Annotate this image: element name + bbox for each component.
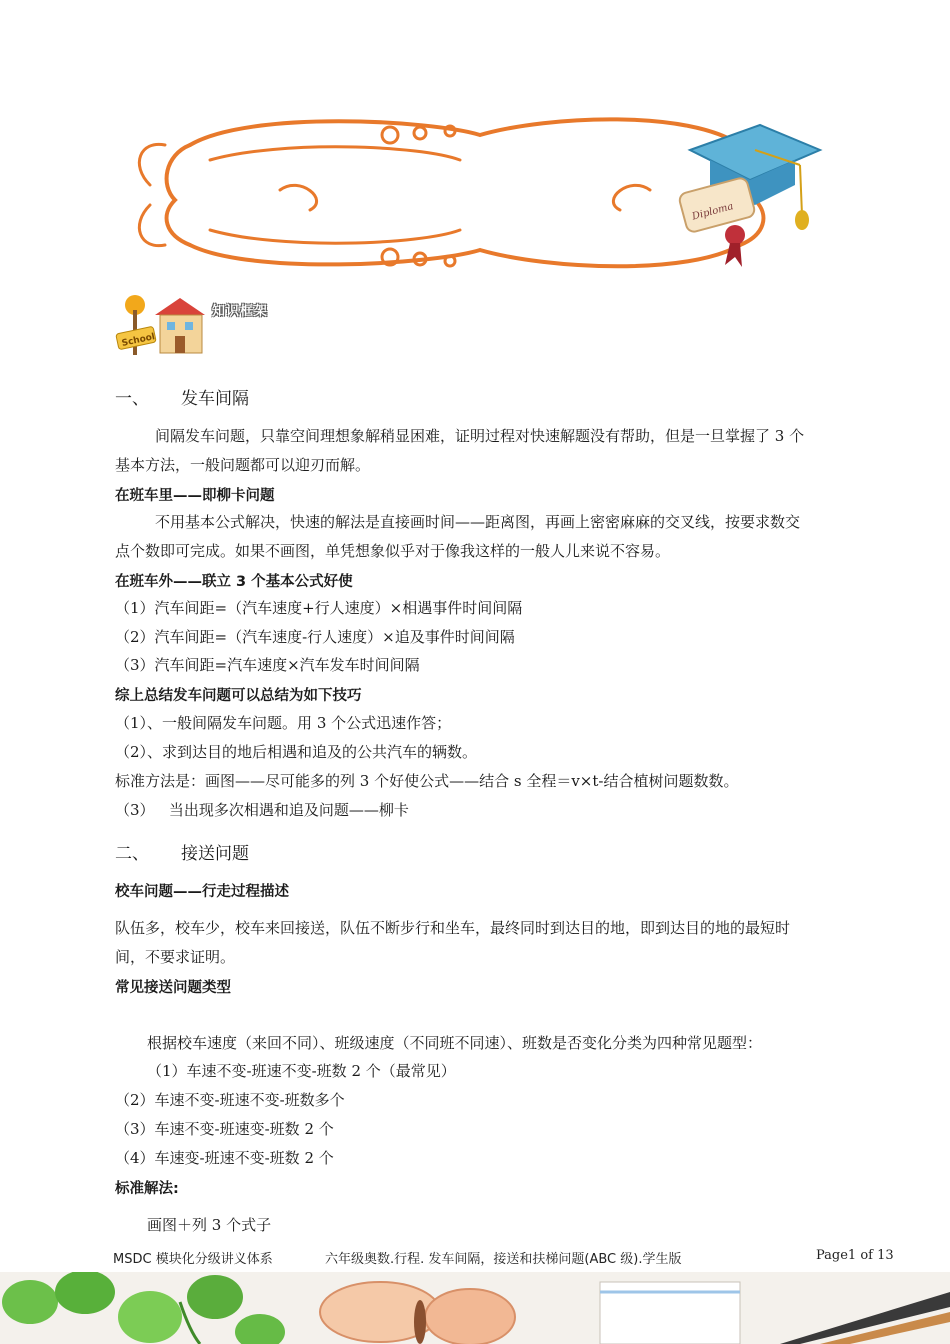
- tip-standard-method: 标准方法是：画图——尽可能多的列 3 个好使公式——结合 s 全程＝v×t-结合植树问题数数。: [115, 772, 739, 790]
- section2-sub1: 校车问题——行走过程描述: [115, 884, 289, 900]
- notebook-icon: [600, 1282, 740, 1344]
- section1-sub2: 在班车外——联立 3 个基本公式好使: [115, 574, 353, 590]
- section1-number: 一、: [115, 389, 149, 409]
- section1-sub3: 综上总结发车问题可以总结为如下技巧: [115, 688, 362, 704]
- section1-intro-line1: 间隔发车问题，只靠空间理想象解稍显困难，证明过程对快速解题没有帮助，但是一旦掌握了 3 个: [155, 427, 805, 445]
- section1-intro-line2: 基本方法，一般问题都可以迎刃而解。: [115, 456, 371, 474]
- formula-2: （2）汽车间距=（汽车速度-行人速度）×追及事件时间间隔: [115, 628, 515, 646]
- section1-sub1-line2: 点个数即可完成。如果不画图，单凭想象似乎对于像我这样的一般人儿来说不容易。: [115, 542, 671, 560]
- section2-title: 接送问题: [181, 844, 249, 864]
- butterfly-icon: [320, 1282, 515, 1344]
- tip-1: （1）、一般间隔发车问题。用 3 个公式迅速作答；: [115, 714, 452, 732]
- section2-number: 二、: [115, 844, 149, 864]
- section2-sub2: 常见接送问题类型: [115, 980, 231, 996]
- formula-1: （1）汽车间距=（汽车速度+行人速度）×相遇事件时间间隔: [115, 599, 523, 617]
- section1-sub1: 在班车里——即柳卡问题: [115, 488, 275, 504]
- section2-desc-line1: 队伍多，校车少，校车来回接送，队伍不断步行和坐车，最终同时到达目的地，即到达目的地的最短时: [115, 919, 791, 937]
- type-1: （1）车速不变-班速不变-班数 2 个（最常见）: [147, 1062, 456, 1080]
- decorative-scroll-banner: [130, 105, 830, 280]
- school-sign-label: School: [120, 332, 156, 349]
- section1-sub1-line1: 不用基本公式解决，快速的解法是直接画时间——距离图，再画上密密麻麻的交叉线，按要求数交: [155, 513, 801, 531]
- section2-sub3: 标准解法:: [115, 1181, 179, 1197]
- tip-3: （3） 当出现多次相遇和追及问题——柳卡: [115, 801, 409, 819]
- page-number: Page1 of 13: [816, 1248, 894, 1263]
- diploma-label: Diploma: [690, 201, 735, 223]
- standard-method: 画图＋列 3 个式子: [147, 1216, 272, 1234]
- type-3: （3）车速不变-班速变-班数 2 个: [115, 1120, 334, 1138]
- section1-title: 发车间隔: [181, 389, 249, 409]
- decorative-bottom-art: [0, 1272, 950, 1344]
- tip-2: （2）、求到达目的地后相遇和追及的公共汽车的辆数。: [115, 743, 478, 761]
- school-house-icon: [115, 290, 210, 360]
- knowledge-framework-title: 知识框架: [212, 304, 269, 319]
- footer-left: MSDC 模块化分级讲义体系: [113, 1252, 273, 1267]
- formula-3: （3）汽车间距=汽车速度×汽车发车时间间隔: [115, 656, 420, 674]
- type-2: （2）车速不变-班速不变-班数多个: [115, 1091, 345, 1109]
- types-intro: 根据校车速度（来回不同）、班级速度（不同班不同速）、班数是否变化分类为四种常见题型：: [147, 1034, 763, 1052]
- type-4: （4）车速变-班速不变-班数 2 个: [115, 1149, 334, 1167]
- section2-desc-line2: 间，不要求证明。: [115, 948, 236, 966]
- footer-center: 六年级奥数.行程. 发车间隔，接送和扶梯问题(ABC 级).学生版: [325, 1252, 682, 1267]
